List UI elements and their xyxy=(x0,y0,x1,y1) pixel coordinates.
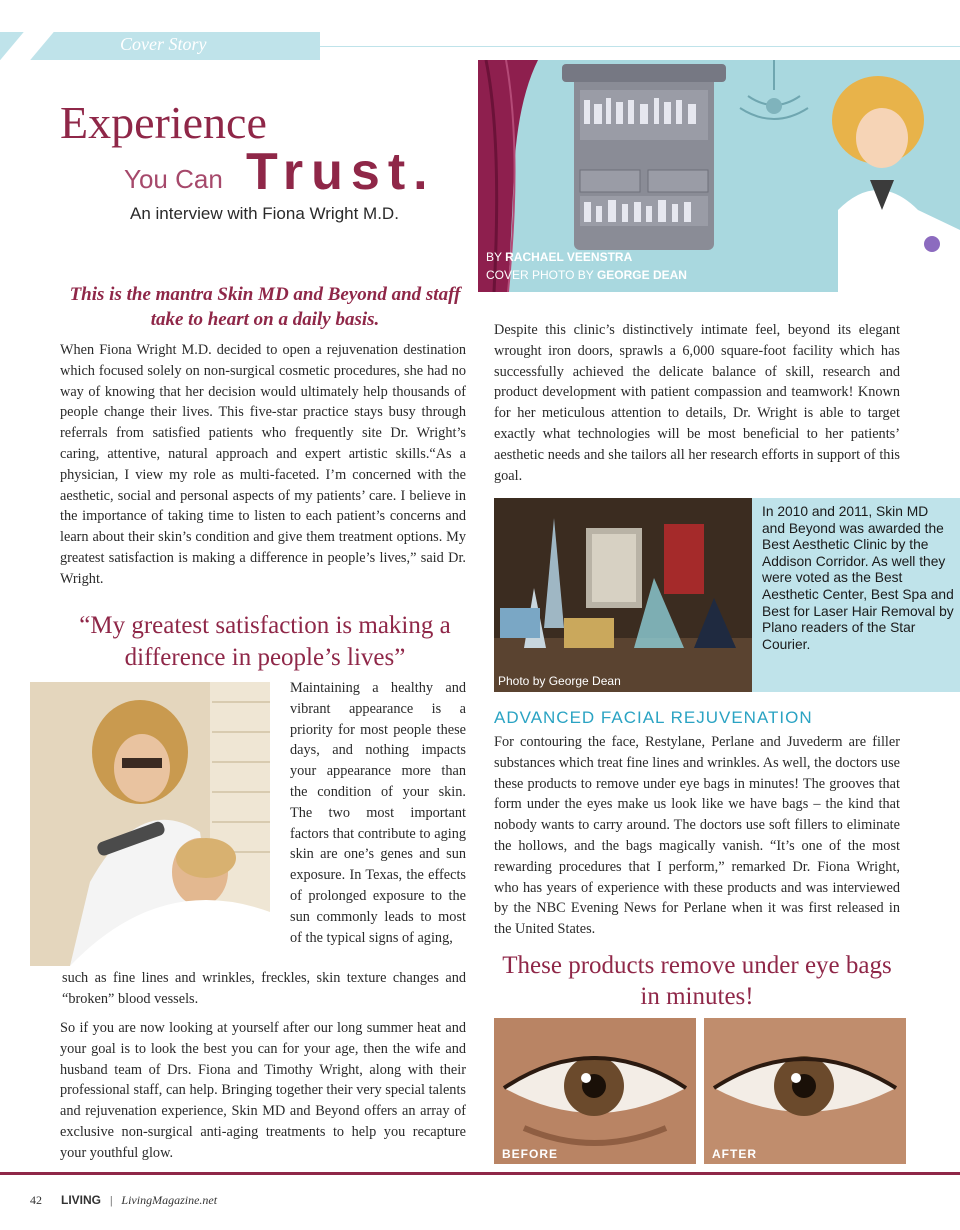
before-label: BEFORE xyxy=(502,1147,559,1161)
after-eye-photo xyxy=(704,1018,906,1164)
section-heading: ADVANCED FACIAL REJUVENATION xyxy=(494,708,813,727)
eye-before-icon xyxy=(494,1018,696,1164)
footer-separator: | xyxy=(110,1193,113,1207)
headline-subtitle: An interview with Fiona Wright M.D. xyxy=(130,204,399,223)
eye-after-icon xyxy=(704,1018,906,1164)
section-label: Cover Story xyxy=(120,34,207,54)
body-paragraph-1: When Fiona Wright M.D. decided to open a rejuvenation destination which focused solely on non-surgical cosmetic procedures, she had no way of knowing that her decision would ultimately help thousands of people change their lives. This five-star practice stays busy through referrals from satisfied patients who frequently site Dr. Wright’s caring, attentive, natural approach and expert artistic skills.“As a physician, I view my role as multi-faceted. I’m concerned with the aesthetic, social and personal aspects of my patients’ care. I believe in the importance of taking time to listen to each patient’s concerns and learn about their skin’s condition and give them treatment options. My greatest satisfaction is making a difference in people’s lives,” said Dr. Wright. xyxy=(60,342,466,587)
magazine-website: LivingMagazine.net xyxy=(121,1193,218,1207)
headline-trust: Trust. xyxy=(246,143,436,201)
pull-quote-1: “My greatest satisfaction is making a difference in people’s lives” xyxy=(79,612,451,671)
awards-trophies-icon xyxy=(494,498,752,692)
byline-photographer: GEORGE DEAN xyxy=(596,268,687,282)
intro-deck: This is the mantra Skin MD and Beyond and staff take to heart on a daily basis. xyxy=(69,284,461,330)
byline-photo-line xyxy=(486,266,687,284)
after-label: AFTER xyxy=(712,1147,757,1161)
byline-by: BY xyxy=(486,250,502,264)
body-paragraph-5: For contouring the face, Restylane, Perlane and Juvederm are filler substances which treat fine lines and wrinkles. As well, the doctors use these products to remove under eye bags in minutes! The grooves that form under the eyes make us look like we have bags – the kind that nobody wants to carry around. The doctors use soft fillers to eliminate the hollows, and the bags magically vanish. “It’s one of the most rewarding procedures that I perform,” remarked Dr. Fiona Wright, who has years of experience with these products and was interviewed by the NBC Evening News for Perlane when it was first released in the United States. xyxy=(494,734,900,938)
byline-author: RACHAEL VEENSTRA xyxy=(505,250,633,264)
headline-you-can: You Can xyxy=(124,164,223,194)
doctor-treatment-photo xyxy=(30,682,270,966)
treatment-photo-icon xyxy=(30,682,270,966)
header-rule xyxy=(320,46,960,47)
pull-quote-2: These products remove under eye bags in minutes! xyxy=(502,952,892,1010)
footer-rule xyxy=(0,1172,960,1175)
awards-caption: In 2010 and 2011, Skin MD and Beyond was awarded the Best Aesthetic Clinic by the Addison Corridor. As well they were voted as the Best Aesthetic Center, Best Spa and Best for Laser Hair Removal by Plano readers of the Star Courier. xyxy=(762,504,954,652)
byline-photo-prefix: COVER PHOTO BY xyxy=(486,268,594,282)
awards-photo xyxy=(494,498,752,692)
footer xyxy=(30,1193,217,1208)
headline-experience: Experience xyxy=(60,97,267,148)
photo-credit: Photo by George Dean xyxy=(498,674,621,688)
body-paragraph-2-continued: such as fine lines and wrinkles, freckles, skin texture changes and “broken” blood vessels. xyxy=(62,970,466,1007)
magazine-name: LIVING xyxy=(61,1193,102,1207)
body-paragraph-2: Maintaining a healthy and vibrant appearance is a priority for most people these days, and nothing impacts your appearance more than the condition of your skin. The two most important factors that contribute to aging skin are one’s genes and sun exposure. In Texas, the effects of prolonged exposure to the sun commonly leads to most of the typical signs of aging, xyxy=(290,680,466,946)
body-paragraph-3: So if you are now looking at yourself after our long summer heat and your goal is to look the best you can for your age, then the wife and husband team of Drs. Fiona and Timothy Wright, along with their professional staff, can help. Bringing together their very special talents and rejuvenation experience, Skin MD and Beyond offers an array of exclusive non-surgical anti-aging treatments to help you recapture your youthful glow. xyxy=(60,1020,466,1161)
byline-author-line xyxy=(486,248,687,266)
page-number: 42 xyxy=(30,1193,42,1207)
before-eye-photo xyxy=(494,1018,696,1164)
byline xyxy=(486,248,687,284)
body-paragraph-4: Despite this clinic’s distinctively intimate feel, beyond its elegant wrought iron doors, sprawls a 6,000 square-foot facility which has successfully achieved the delicate balance of skill, research and product development with patient compassion and teamwork! Known for her meticulous attention to details, Dr. Wright is able to target exactly what technologies will be most beneficial to her patients’ aesthetic needs and she tailors all her research efforts in support of this goal. xyxy=(494,322,900,484)
